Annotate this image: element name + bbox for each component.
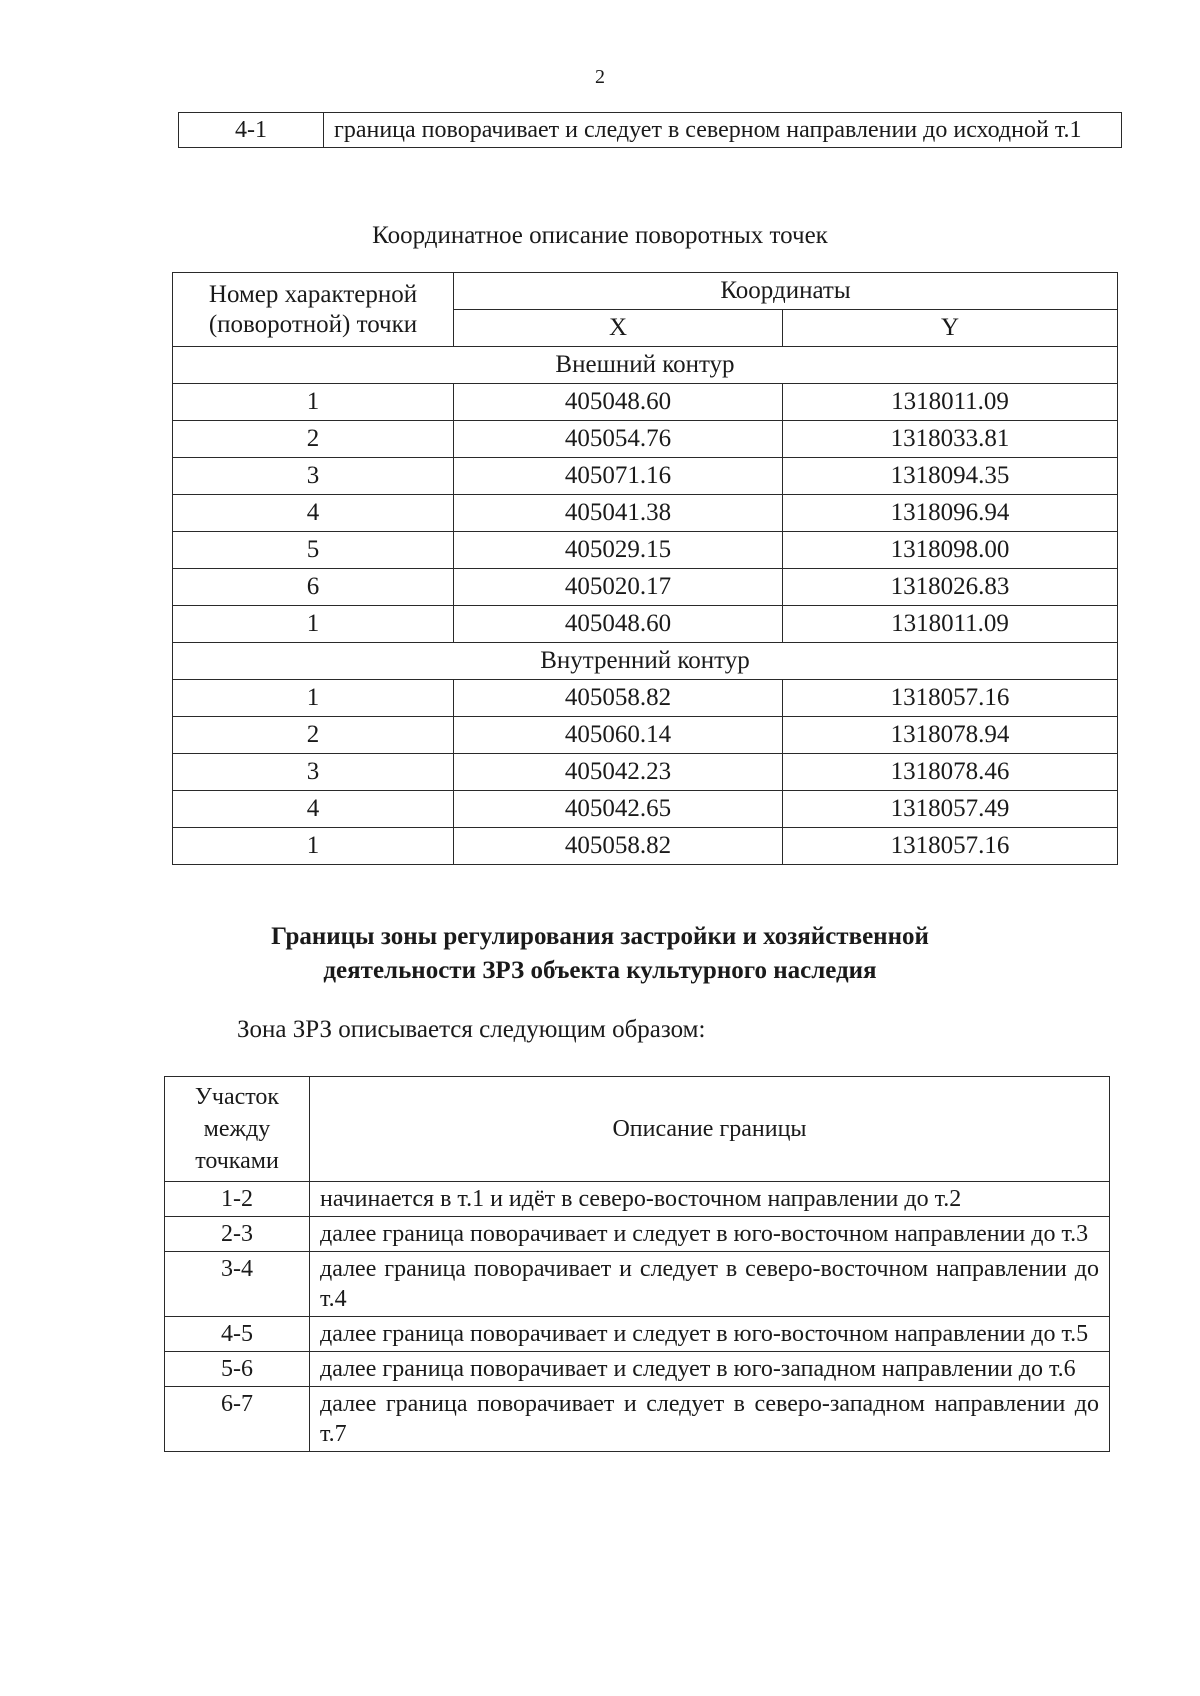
- y-cell: 1318026.83: [783, 569, 1118, 606]
- x-cell: 405048.60: [454, 606, 783, 643]
- table-row: [173, 532, 1118, 569]
- header-coordinates: Координаты: [454, 273, 1118, 310]
- segment-cell: 3-4: [165, 1252, 310, 1317]
- table-row: [173, 569, 1118, 606]
- point-cell: 2: [173, 421, 454, 458]
- table-row: [173, 828, 1118, 865]
- header-y: Y: [783, 310, 1118, 347]
- table-row: [173, 421, 1118, 458]
- zone-heading-line-1: Границы зоны регулирования застройки и хозяйственной: [271, 923, 929, 950]
- section-row: [173, 347, 1118, 384]
- section-inner-contour: Внутренний контур: [173, 643, 1118, 680]
- header-point-number: Номер характерной (поворотной) точки: [173, 273, 454, 347]
- coordinates-title: Координатное описание поворотных точек: [372, 222, 828, 249]
- point-cell: 1: [173, 828, 454, 865]
- table-row: [165, 1252, 1110, 1317]
- zone-heading: [0, 920, 1200, 988]
- zone-boundary-table: [164, 1076, 1110, 1452]
- table-row: [173, 754, 1118, 791]
- table-row: [165, 1387, 1110, 1452]
- table-row: [173, 680, 1118, 717]
- description-cell: начинается в т.1 и идёт в северо-восточном направлении до т.2: [310, 1182, 1110, 1217]
- section-row: [173, 643, 1118, 680]
- point-cell: 3: [173, 458, 454, 495]
- segment-cell: 2-3: [165, 1217, 310, 1252]
- description-cell: далее граница поворачивает и следует в северо-восточном направлении до т.4: [310, 1252, 1110, 1317]
- header-description: Описание границы: [310, 1077, 1110, 1182]
- table-row: [173, 606, 1118, 643]
- x-cell: 405071.16: [454, 458, 783, 495]
- y-cell: 1318098.00: [783, 532, 1118, 569]
- boundary-fragment-table: [178, 112, 1122, 148]
- y-cell: 1318011.09: [783, 384, 1118, 421]
- table-row: [173, 458, 1118, 495]
- y-cell: 1318033.81: [783, 421, 1118, 458]
- table-row: [173, 717, 1118, 754]
- segment-cell: 4-5: [165, 1317, 310, 1352]
- description-cell: далее граница поворачивает и следует в юго-западном направлении до т.6: [310, 1352, 1110, 1387]
- page-number: 2: [595, 66, 605, 88]
- table-header-row: [173, 273, 1118, 310]
- section-outer-contour: Внешний контур: [173, 347, 1118, 384]
- table-row: [165, 1317, 1110, 1352]
- x-cell: 405054.76: [454, 421, 783, 458]
- point-cell: 2: [173, 717, 454, 754]
- point-cell: 1: [173, 680, 454, 717]
- x-cell: 405042.65: [454, 791, 783, 828]
- y-cell: 1318011.09: [783, 606, 1118, 643]
- segment-cell: 5-6: [165, 1352, 310, 1387]
- x-cell: 405058.82: [454, 828, 783, 865]
- point-cell: 1: [173, 606, 454, 643]
- segment-cell: 4-1: [179, 113, 324, 148]
- table-row: [165, 1182, 1110, 1217]
- description-cell: далее граница поворачивает и следует в юго-восточном направлении до т.3: [310, 1217, 1110, 1252]
- x-cell: 405048.60: [454, 384, 783, 421]
- point-cell: 5: [173, 532, 454, 569]
- table-row: [173, 384, 1118, 421]
- x-cell: 405020.17: [454, 569, 783, 606]
- x-cell: 405060.14: [454, 717, 783, 754]
- y-cell: 1318078.94: [783, 717, 1118, 754]
- table-row: [165, 1217, 1110, 1252]
- zone-intro-text: Зона ЗРЗ описывается следующим образом:: [237, 1016, 706, 1043]
- header-x: X: [454, 310, 783, 347]
- table-row: [173, 791, 1118, 828]
- header-segment: Участок между точками: [165, 1077, 310, 1182]
- x-cell: 405041.38: [454, 495, 783, 532]
- table-row: [165, 1352, 1110, 1387]
- description-cell: граница поворачивает и следует в северном направлении до исходной т.1: [324, 113, 1122, 148]
- segment-cell: 6-7: [165, 1387, 310, 1452]
- table-row: [179, 113, 1122, 148]
- point-cell: 3: [173, 754, 454, 791]
- x-cell: 405042.23: [454, 754, 783, 791]
- point-cell: 6: [173, 569, 454, 606]
- description-cell: далее граница поворачивает и следует в юго-восточном направлении до т.5: [310, 1317, 1110, 1352]
- point-cell: 1: [173, 384, 454, 421]
- description-cell: далее граница поворачивает и следует в северо-западном направлении до т.7: [310, 1387, 1110, 1452]
- table-header-row: [165, 1077, 1110, 1182]
- coordinates-table: [172, 272, 1118, 865]
- y-cell: 1318057.16: [783, 828, 1118, 865]
- segment-cell: 1-2: [165, 1182, 310, 1217]
- x-cell: 405058.82: [454, 680, 783, 717]
- x-cell: 405029.15: [454, 532, 783, 569]
- y-cell: 1318057.16: [783, 680, 1118, 717]
- point-cell: 4: [173, 791, 454, 828]
- y-cell: 1318078.46: [783, 754, 1118, 791]
- table-row: [173, 495, 1118, 532]
- y-cell: 1318094.35: [783, 458, 1118, 495]
- point-cell: 4: [173, 495, 454, 532]
- y-cell: 1318057.49: [783, 791, 1118, 828]
- y-cell: 1318096.94: [783, 495, 1118, 532]
- zone-heading-line-2: деятельности ЗРЗ объекта культурного наследия: [323, 957, 877, 984]
